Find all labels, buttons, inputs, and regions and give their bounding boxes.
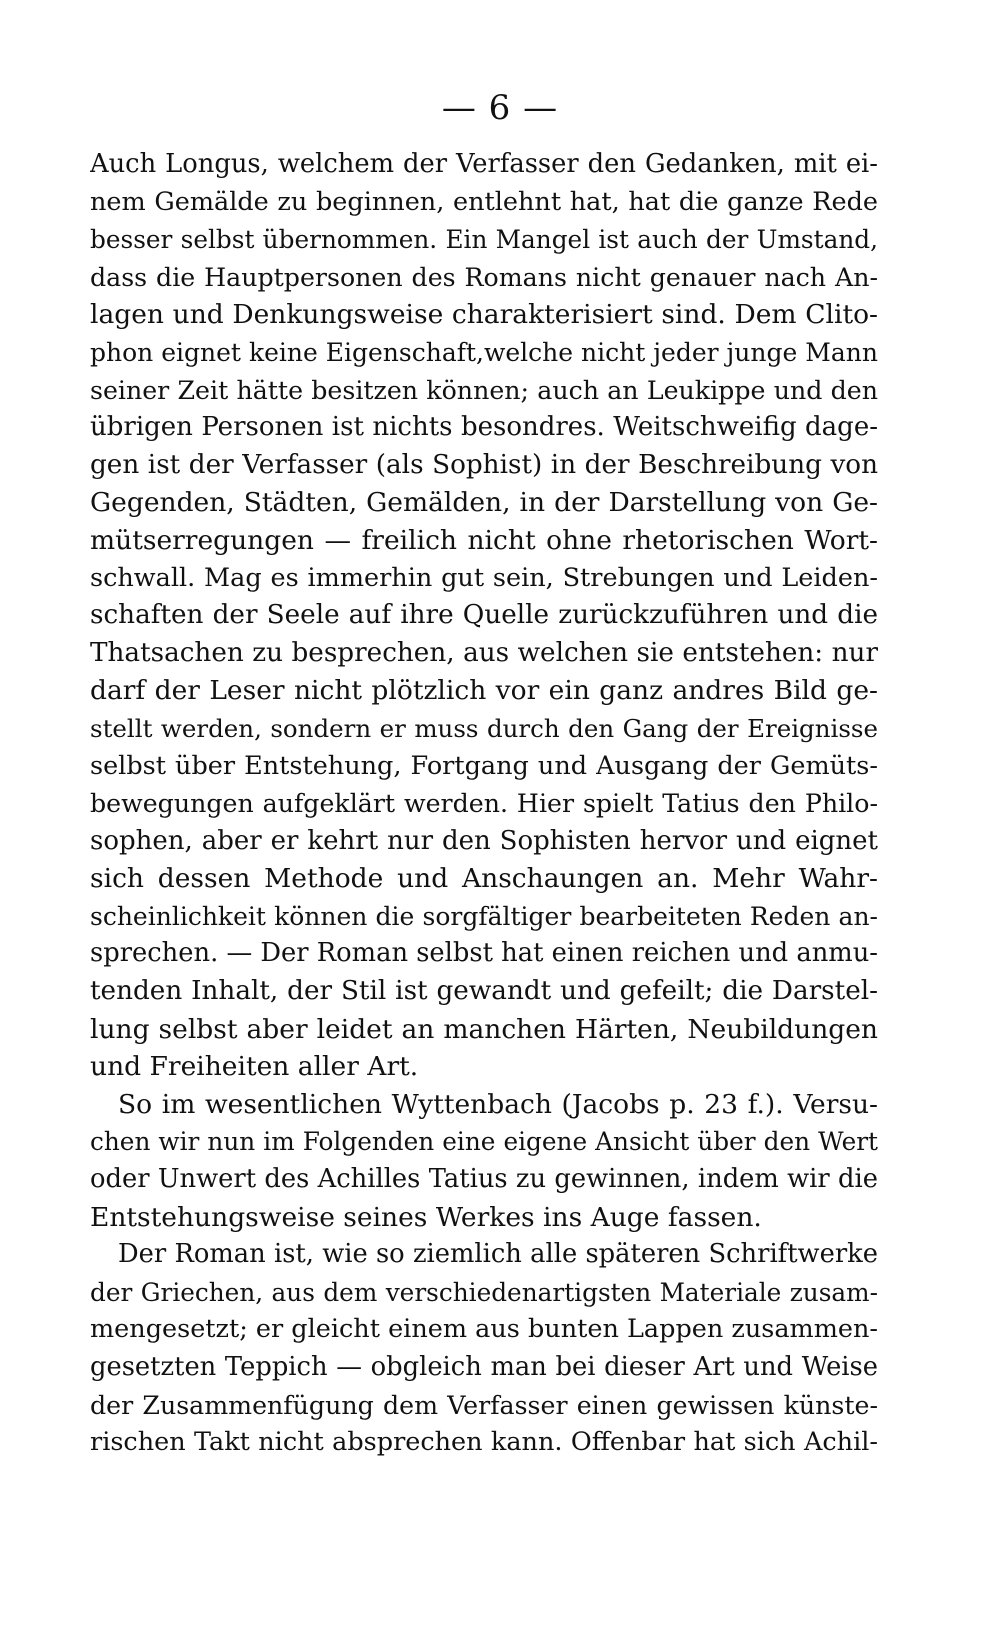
text-line: bewegungen aufgeklärt werden. Hier spielt Tatius den Philo- (90, 789, 878, 819)
text-line: und Freiheiten aller Art. (90, 1051, 419, 1083)
body-text (90, 146, 878, 1462)
text-line: sich dessen Methode und Anschaungen an. Mehr Wahr- (90, 863, 878, 895)
text-line: schaften der Seele auf ihre Quelle zurückzuführen und die (90, 600, 878, 631)
text-line: besser selbst übernommen. Ein Mangel ist auch der Umstand, (90, 225, 878, 255)
text-line: Auch Longus, welchem der Verfasser den Gedanken, mit ei- (90, 149, 878, 179)
text-line: übrigen Personen ist nichts besondres. Weitschweifig dage- (90, 412, 878, 443)
text-line: dass die Hauptpersonen des Romans nicht genauer nach An- (90, 262, 878, 292)
text-line: oder Unwert des Achilles Tatius zu gewinnen, indem wir die (90, 1164, 878, 1195)
text-line: schwall. Mag es immerhin gut sein, Strebungen und Leiden- (90, 562, 878, 593)
text-line: rischen Takt nicht absprechen kann. Offenbar hat sich Achil- (90, 1427, 878, 1458)
text-line: seiner Zeit hätte besitzen können; auch an Leukippe und den (90, 375, 878, 405)
text-line: scheinlichkeit können die sorgfältiger bearbeiteten Reden an- (90, 901, 878, 931)
text-line: der Zusammenfügung dem Verfasser einen gewissen künste- (90, 1390, 878, 1420)
text-line: phon eignet keine Eigenschaft,welche nicht jeder junge Mann (90, 337, 878, 367)
text-line: nem Gemälde zu beginnen, entlehnt hat, hat die ganze Rede (90, 186, 878, 217)
text-line: Der Roman ist, wie so ziemlich alle späteren Schriftwerke (118, 1239, 878, 1270)
text-line: So im wesentlichen Wyttenbach (Jacobs p. 23 f.). Versu- (118, 1088, 878, 1120)
page-number: — 6 — (441, 88, 559, 128)
text-line: stellt werden, sondern er muss durch den Gang der Ereignisse (90, 713, 878, 743)
text-line: Thatsachen zu besprechen, aus welchen sie entstehen: nur (90, 637, 878, 668)
text-line: selbst über Entstehung, Fortgang und Ausgang der Gemüts- (90, 750, 878, 781)
text-line: sprechen. — Der Roman selbst hat einen reichen und anmu- (90, 938, 878, 969)
text-line: mütserregungen — freilich nicht ohne rhetorischen Wort- (90, 524, 878, 556)
text-line: mengesetzt; er gleicht einem aus bunten Lappen zusammen- (90, 1314, 878, 1345)
text-line: Gegenden, Städten, Gemälden, in der Darstellung von Ge- (90, 487, 878, 519)
text-line: tenden Inhalt, der Stil ist gewandt und gefeilt; die Darstel- (90, 976, 878, 1007)
text-line: sophen, aber er kehrt nur den Sophisten hervor und eignet (90, 825, 878, 856)
text-line: der Griechen, aus dem verschiedenartigsten Materiale zusam- (90, 1277, 878, 1307)
text-line: lagen und Denkungsweise charakterisiert sind. Dem Clito- (90, 299, 878, 331)
text-line: chen wir nun im Folgenden eine eigene Ansicht über den Wert (90, 1127, 878, 1157)
text-line: gen ist der Verfasser (als Sophist) in der Beschreibung von (90, 449, 878, 480)
text-line: gesetzten Teppich — obgleich man bei dieser Art und Weise (90, 1352, 878, 1382)
text-line: Entstehungsweise seines Werkes ins Auge fassen. (90, 1201, 762, 1233)
text-line: lung selbst aber leidet an manchen Härten, Neubildungen (90, 1013, 878, 1045)
text-line: darf der Leser nicht plötzlich vor ein ganz andres Bild ge- (90, 675, 878, 707)
